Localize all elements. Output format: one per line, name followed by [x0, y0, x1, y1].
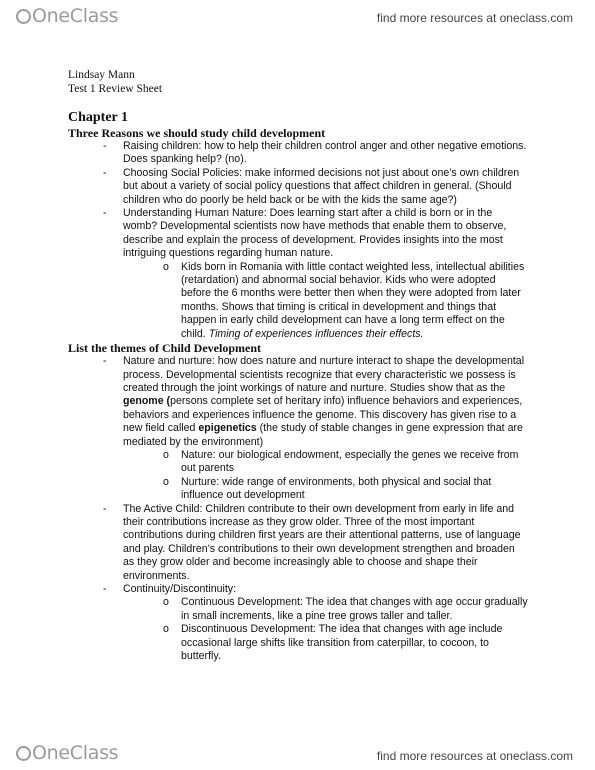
list-item-text: Nature and nurture: how does nature and nurture interact to shape the developmental process. Developmental scientists recognize that every characteristic we possess is created through the joint workings of nature and nurture. Studies show that as the — [123, 355, 525, 394]
author-name: Lindsay Mann — [68, 69, 135, 81]
sub-item-text: Discontinuous Development: The idea that changes with age include occasional large shifts like transition from caterpillar, to cocoon, to butterfly. — [181, 623, 503, 663]
list-item-text: The Active Child: Children contribute to their own development from early in life and their contributions increase as they grow older. Three of the most important contributions during children first years are their attentional patterns, use of language and play. Children’s contributions to their own development strengthen and broaden as they grow older and become increasingly able to choose and shape their environments. — [123, 502, 521, 582]
section-heading-themes: List the themes of Child Development — [68, 341, 261, 356]
list-item-text: Continuity/Discontinuity: — [123, 583, 237, 595]
list-item — [103, 583, 528, 663]
list-item — [103, 207, 528, 341]
bold-term-genome: genome ( — [123, 395, 171, 408]
sub-item-italic-text: Timing of experiences influences their effects. — [208, 327, 424, 340]
footer-tagline[interactable]: find more resources at oneclass.com — [376, 749, 573, 763]
list-item-text: Choosing Social Policies: make informed decisions not just about one’s own children but about a variety of social policy questions that affect children in general. (Should children who do poorly be held back or be with the kids the same age?) — [123, 166, 520, 206]
list-item — [103, 167, 528, 207]
document-subtitle: Test 1 Review Sheet — [68, 83, 163, 95]
sub-item-text: Nurture: wide range of environments, both physical and social that influence out development — [181, 475, 492, 502]
logo-text: OneClass — [32, 5, 119, 27]
sub-list-item — [163, 476, 528, 503]
logo-circle-icon — [16, 9, 31, 24]
list-item — [103, 503, 528, 583]
list-item-text: Understanding Human Nature: Does learning start after a child is born or in the womb? Developmental scientists now have methods that enable them to observe, describe and explain the process of development. Provides insights into the most intriguing questions regarding human nature. — [123, 207, 507, 260]
list-item-text: persons complete set of heritary info) influence behaviors and experiences, behaviors and experiences influence the genome. This discovery has given rise to a new field called — [123, 395, 523, 435]
header-tagline[interactable]: find more resources at oneclass.com — [376, 11, 573, 25]
reasons-list — [68, 140, 528, 341]
logo-circle-icon — [16, 746, 31, 761]
document-page — [68, 68, 528, 663]
sub-item-text: Nature: our biological endowment, especially the genes we receive from out parents — [181, 448, 519, 475]
section-heading-reasons: Three Reasons we should study child development — [68, 126, 326, 140]
sub-list-item — [163, 596, 528, 623]
sub-item-text: Kids born in Romania with little contact weighted less, intellectual abilities (retardation) and abnormal social behavior. Kids who were adopted before the 6 months were better then when they were adopted from later months. Shows that timing is critical in development and things that happen in early child development can have a long term effect on the child. — [181, 260, 525, 340]
list-item-text: (the study of stable changes in gene expression that are mediated by the environment) — [123, 422, 523, 448]
oneclass-logo-top[interactable] — [16, 5, 118, 27]
sub-list — [123, 449, 528, 503]
logo-text: OneClass — [32, 742, 119, 764]
sub-list-item — [163, 261, 528, 341]
oneclass-logo-bottom[interactable] — [16, 742, 118, 764]
themes-list — [68, 355, 528, 663]
sub-list-item — [163, 623, 528, 663]
sub-list — [123, 261, 528, 341]
bold-term-epigenetics: epigenetics — [198, 422, 257, 435]
sub-list — [123, 596, 528, 663]
list-item — [103, 140, 528, 167]
sub-item-text: Continuous Development: The idea that changes with age occur gradually in small increments, like a pine tree grows taller and taller. — [181, 596, 528, 622]
sub-list-item — [163, 449, 528, 476]
list-item — [103, 355, 528, 502]
list-item-text: Raising children: how to help their children control anger and other negative emotions. Does spanking help? (no). — [123, 140, 527, 166]
chapter-heading: Chapter 1 — [68, 110, 129, 125]
